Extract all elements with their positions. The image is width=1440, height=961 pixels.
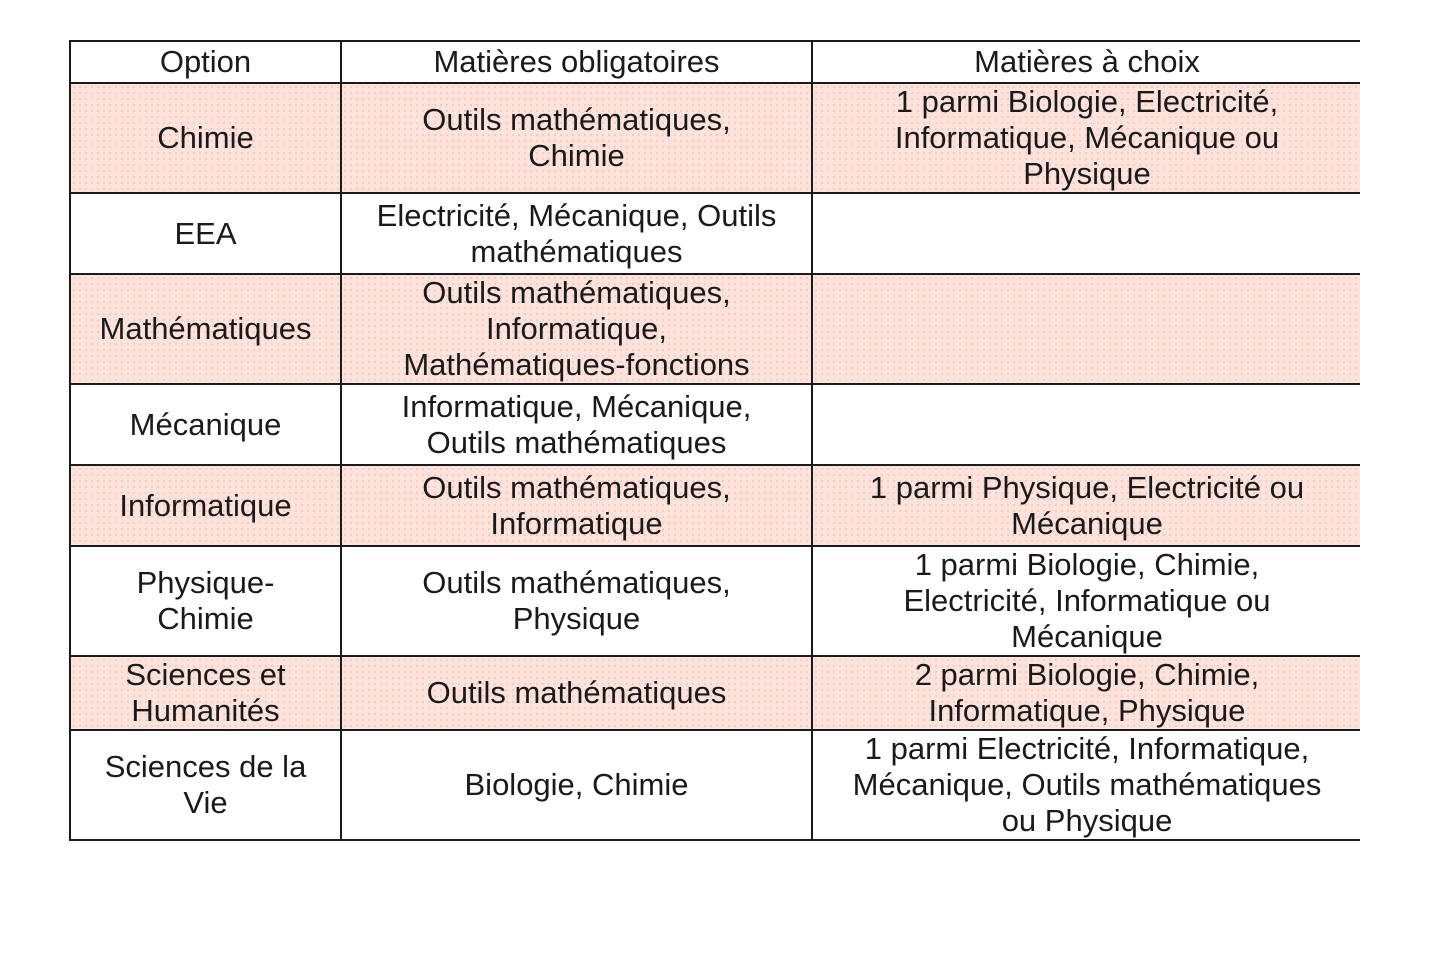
option-cell: Sciences de la Vie bbox=[70, 730, 341, 840]
obligatoires-cell: Electricité, Mécanique, Outils mathématiques bbox=[341, 193, 812, 274]
table-row bbox=[70, 656, 1360, 730]
option-cell: Chimie bbox=[70, 83, 341, 193]
obligatoires-cell: Outils mathématiques, Informatique bbox=[341, 465, 812, 546]
options-table bbox=[69, 40, 1360, 841]
choix-cell: 2 parmi Biologie, Chimie, Informatique, Physique bbox=[812, 656, 1360, 730]
obligatoires-cell: Informatique, Mécanique, Outils mathématiques bbox=[341, 384, 812, 465]
choix-cell bbox=[812, 384, 1360, 465]
obligatoires-cell: Outils mathématiques, Informatique, Mathématiques-fonctions bbox=[341, 274, 812, 384]
choix-cell: 1 parmi Biologie, Chimie, Electricité, Informatique ou Mécanique bbox=[812, 546, 1360, 656]
choix-cell: 1 parmi Electricité, Informatique, Mécanique, Outils mathématiques ou Physique bbox=[812, 730, 1360, 840]
option-cell: Mathématiques bbox=[70, 274, 341, 384]
option-cell: Mécanique bbox=[70, 384, 341, 465]
obligatoires-cell: Outils mathématiques, Physique bbox=[341, 546, 812, 656]
table-row bbox=[70, 730, 1360, 840]
table-row bbox=[70, 384, 1360, 465]
table-row bbox=[70, 193, 1360, 274]
obligatoires-cell: Biologie, Chimie bbox=[341, 730, 812, 840]
option-cell: Physique- Chimie bbox=[70, 546, 341, 656]
header-matieres-a-choix: Matières à choix bbox=[812, 41, 1360, 83]
table-row bbox=[70, 465, 1360, 546]
choix-cell: 1 parmi Physique, Electricité ou Mécanique bbox=[812, 465, 1360, 546]
choix-cell bbox=[812, 193, 1360, 274]
option-cell: Sciences et Humanités bbox=[70, 656, 341, 730]
obligatoires-cell: Outils mathématiques bbox=[341, 656, 812, 730]
options-table-container bbox=[69, 40, 1360, 841]
choix-cell: 1 parmi Biologie, Electricité, Informatique, Mécanique ou Physique bbox=[812, 83, 1360, 193]
table-row bbox=[70, 546, 1360, 656]
option-cell: Informatique bbox=[70, 465, 341, 546]
obligatoires-cell: Outils mathématiques, Chimie bbox=[341, 83, 812, 193]
header-row bbox=[70, 41, 1360, 83]
option-cell: EEA bbox=[70, 193, 341, 274]
header-matieres-obligatoires: Matières obligatoires bbox=[341, 41, 812, 83]
table-row bbox=[70, 274, 1360, 384]
table-row bbox=[70, 83, 1360, 193]
header-option: Option bbox=[70, 41, 341, 83]
choix-cell bbox=[812, 274, 1360, 384]
